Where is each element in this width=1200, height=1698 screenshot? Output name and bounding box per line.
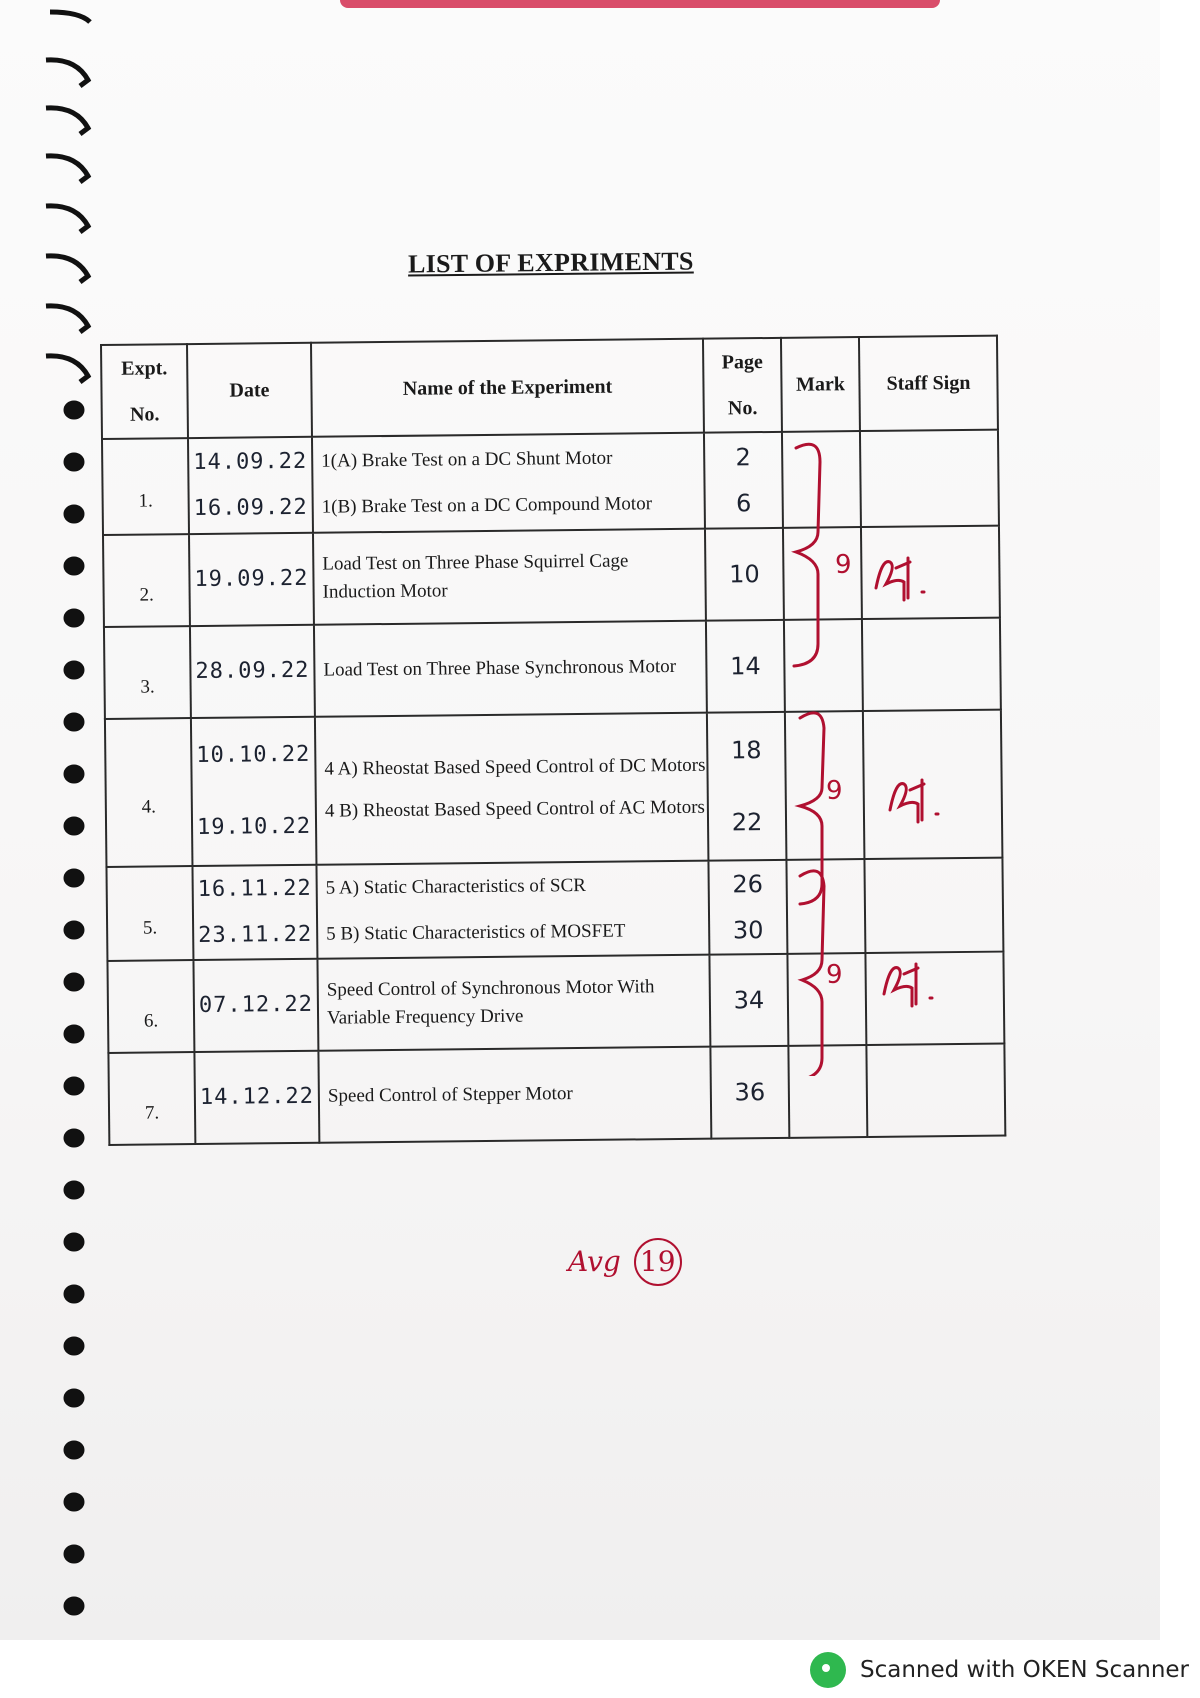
- expt-no: 4.: [105, 718, 193, 867]
- staff-sign-cell: [862, 618, 1001, 711]
- scanner-footer: [810, 1650, 1189, 1690]
- expt-date: [191, 717, 317, 866]
- experiment-name: Speed Control of Stepper Motor: [327, 1083, 573, 1107]
- page-no: [706, 620, 785, 713]
- experiment-name: 4 B) Rheostat Based Speed Control of AC Motors: [324, 796, 705, 822]
- experiment-name: 5 B) Static Characteristics of MOSFET: [326, 920, 626, 945]
- table-row: [104, 618, 1001, 719]
- expt-date: [193, 959, 318, 1052]
- page-value: 36: [734, 1078, 766, 1107]
- header-page-line2: No.: [727, 397, 758, 420]
- page-no: [710, 1046, 789, 1139]
- table-header-row: [101, 336, 998, 439]
- page-no: [709, 954, 788, 1047]
- header-mark: Mark: [781, 337, 860, 432]
- experiment-name: 1(A) Brake Test on a DC Shunt Motor: [321, 447, 613, 472]
- page-value: 14: [729, 652, 761, 681]
- table-row: [102, 430, 999, 535]
- expt-date: [189, 533, 314, 626]
- header-expt-no: [101, 344, 188, 439]
- average-value: 19: [634, 1238, 682, 1286]
- date-value: 14.09.22: [193, 448, 308, 476]
- date-value: 23.11.22: [198, 921, 313, 949]
- expt-name: [317, 955, 710, 1051]
- page-value: 10: [729, 560, 760, 589]
- header-name: Name of the Experiment: [311, 339, 704, 437]
- page-value: 2: [735, 443, 752, 472]
- expt-no: 6.: [107, 960, 194, 1053]
- expt-date: [194, 1051, 319, 1144]
- page-value: 26: [732, 870, 764, 899]
- date-value: 16.09.22: [193, 494, 308, 522]
- date-value: 10.10.22: [196, 741, 311, 769]
- header-expt-line2: No.: [129, 403, 160, 426]
- expt-date: [190, 625, 315, 718]
- experiment-name: 5 A) Static Characteristics of SCR: [325, 874, 586, 899]
- page-title: LIST OF EXPRIMENTS: [407, 246, 694, 279]
- staff-signature-icon: [878, 954, 948, 1014]
- scanner-text: Scanned with OKEN Scanner: [860, 1657, 1189, 1683]
- experiment-name: Speed Control of Synchronous Motor With Variable Frequency Drive: [326, 976, 655, 1029]
- expt-date: [188, 437, 313, 534]
- brace-stroke: [794, 444, 820, 666]
- mark-value: 9: [826, 960, 843, 990]
- date-value: 28.09.22: [195, 657, 310, 685]
- expt-name: [318, 1047, 711, 1143]
- header-date: Date: [187, 343, 312, 438]
- date-value: 19.10.22: [196, 813, 312, 841]
- expt-no: 2.: [103, 534, 190, 627]
- expt-no: 1.: [102, 438, 189, 535]
- expt-name: [315, 713, 709, 865]
- expt-name: [314, 621, 707, 717]
- oken-scanner-logo-icon: [810, 1652, 846, 1688]
- expt-name: [313, 529, 706, 625]
- page-value: 30: [732, 916, 764, 945]
- experiment-name: 4 A) Rheostat Based Speed Control of DC Motors: [324, 754, 706, 780]
- page-no: [708, 860, 787, 955]
- page-value: 34: [733, 986, 765, 1015]
- header-page-line1: Page: [721, 351, 763, 374]
- experiments-table: [100, 335, 1006, 1146]
- table-row: [106, 858, 1003, 961]
- table-row: [105, 710, 1003, 867]
- date-value: 14.12.22: [199, 1083, 315, 1110]
- page-value: 18: [730, 736, 762, 765]
- average-mark: [568, 1238, 682, 1286]
- staff-signature-icon: [870, 548, 940, 608]
- staff-sign-cell: [866, 1044, 1005, 1137]
- page-no: [704, 432, 783, 529]
- mark-value: 9: [826, 776, 843, 806]
- ink-braces: [790, 436, 860, 1076]
- expt-no: 5.: [106, 866, 193, 961]
- page-no: [705, 528, 784, 621]
- date-value: 07.12.22: [198, 991, 314, 1018]
- expt-date: [192, 865, 317, 960]
- page-value: 6: [735, 489, 752, 518]
- date-value: 19.09.22: [194, 565, 309, 593]
- expt-name: [312, 433, 705, 533]
- staff-sign-cell: [860, 430, 999, 527]
- staff-sign-cell: [864, 858, 1003, 953]
- table-row: [107, 952, 1004, 1053]
- header-staff-sign: Staff Sign: [859, 336, 998, 431]
- header-expt-line1: Expt.: [121, 357, 168, 380]
- staff-signature-icon: [884, 770, 954, 830]
- date-value: 16.11.22: [197, 875, 312, 903]
- experiment-name: Load Test on Three Phase Synchronous Motor: [323, 655, 677, 681]
- header-page-no: [703, 338, 782, 433]
- expt-no: 7.: [108, 1052, 195, 1145]
- table-row: [108, 1044, 1005, 1145]
- average-label: Avg: [568, 1245, 621, 1278]
- experiment-name: 1(B) Brake Test on a DC Compound Motor: [321, 493, 653, 518]
- experiment-name: Load Test on Three Phase Squirrel Cage Induction Motor: [322, 550, 629, 603]
- expt-name: [316, 861, 709, 959]
- page-no: [707, 712, 787, 861]
- mark-value: 9: [835, 550, 852, 580]
- expt-no: 3.: [104, 626, 191, 719]
- page-value: 22: [731, 808, 763, 837]
- table-row: [103, 526, 1000, 627]
